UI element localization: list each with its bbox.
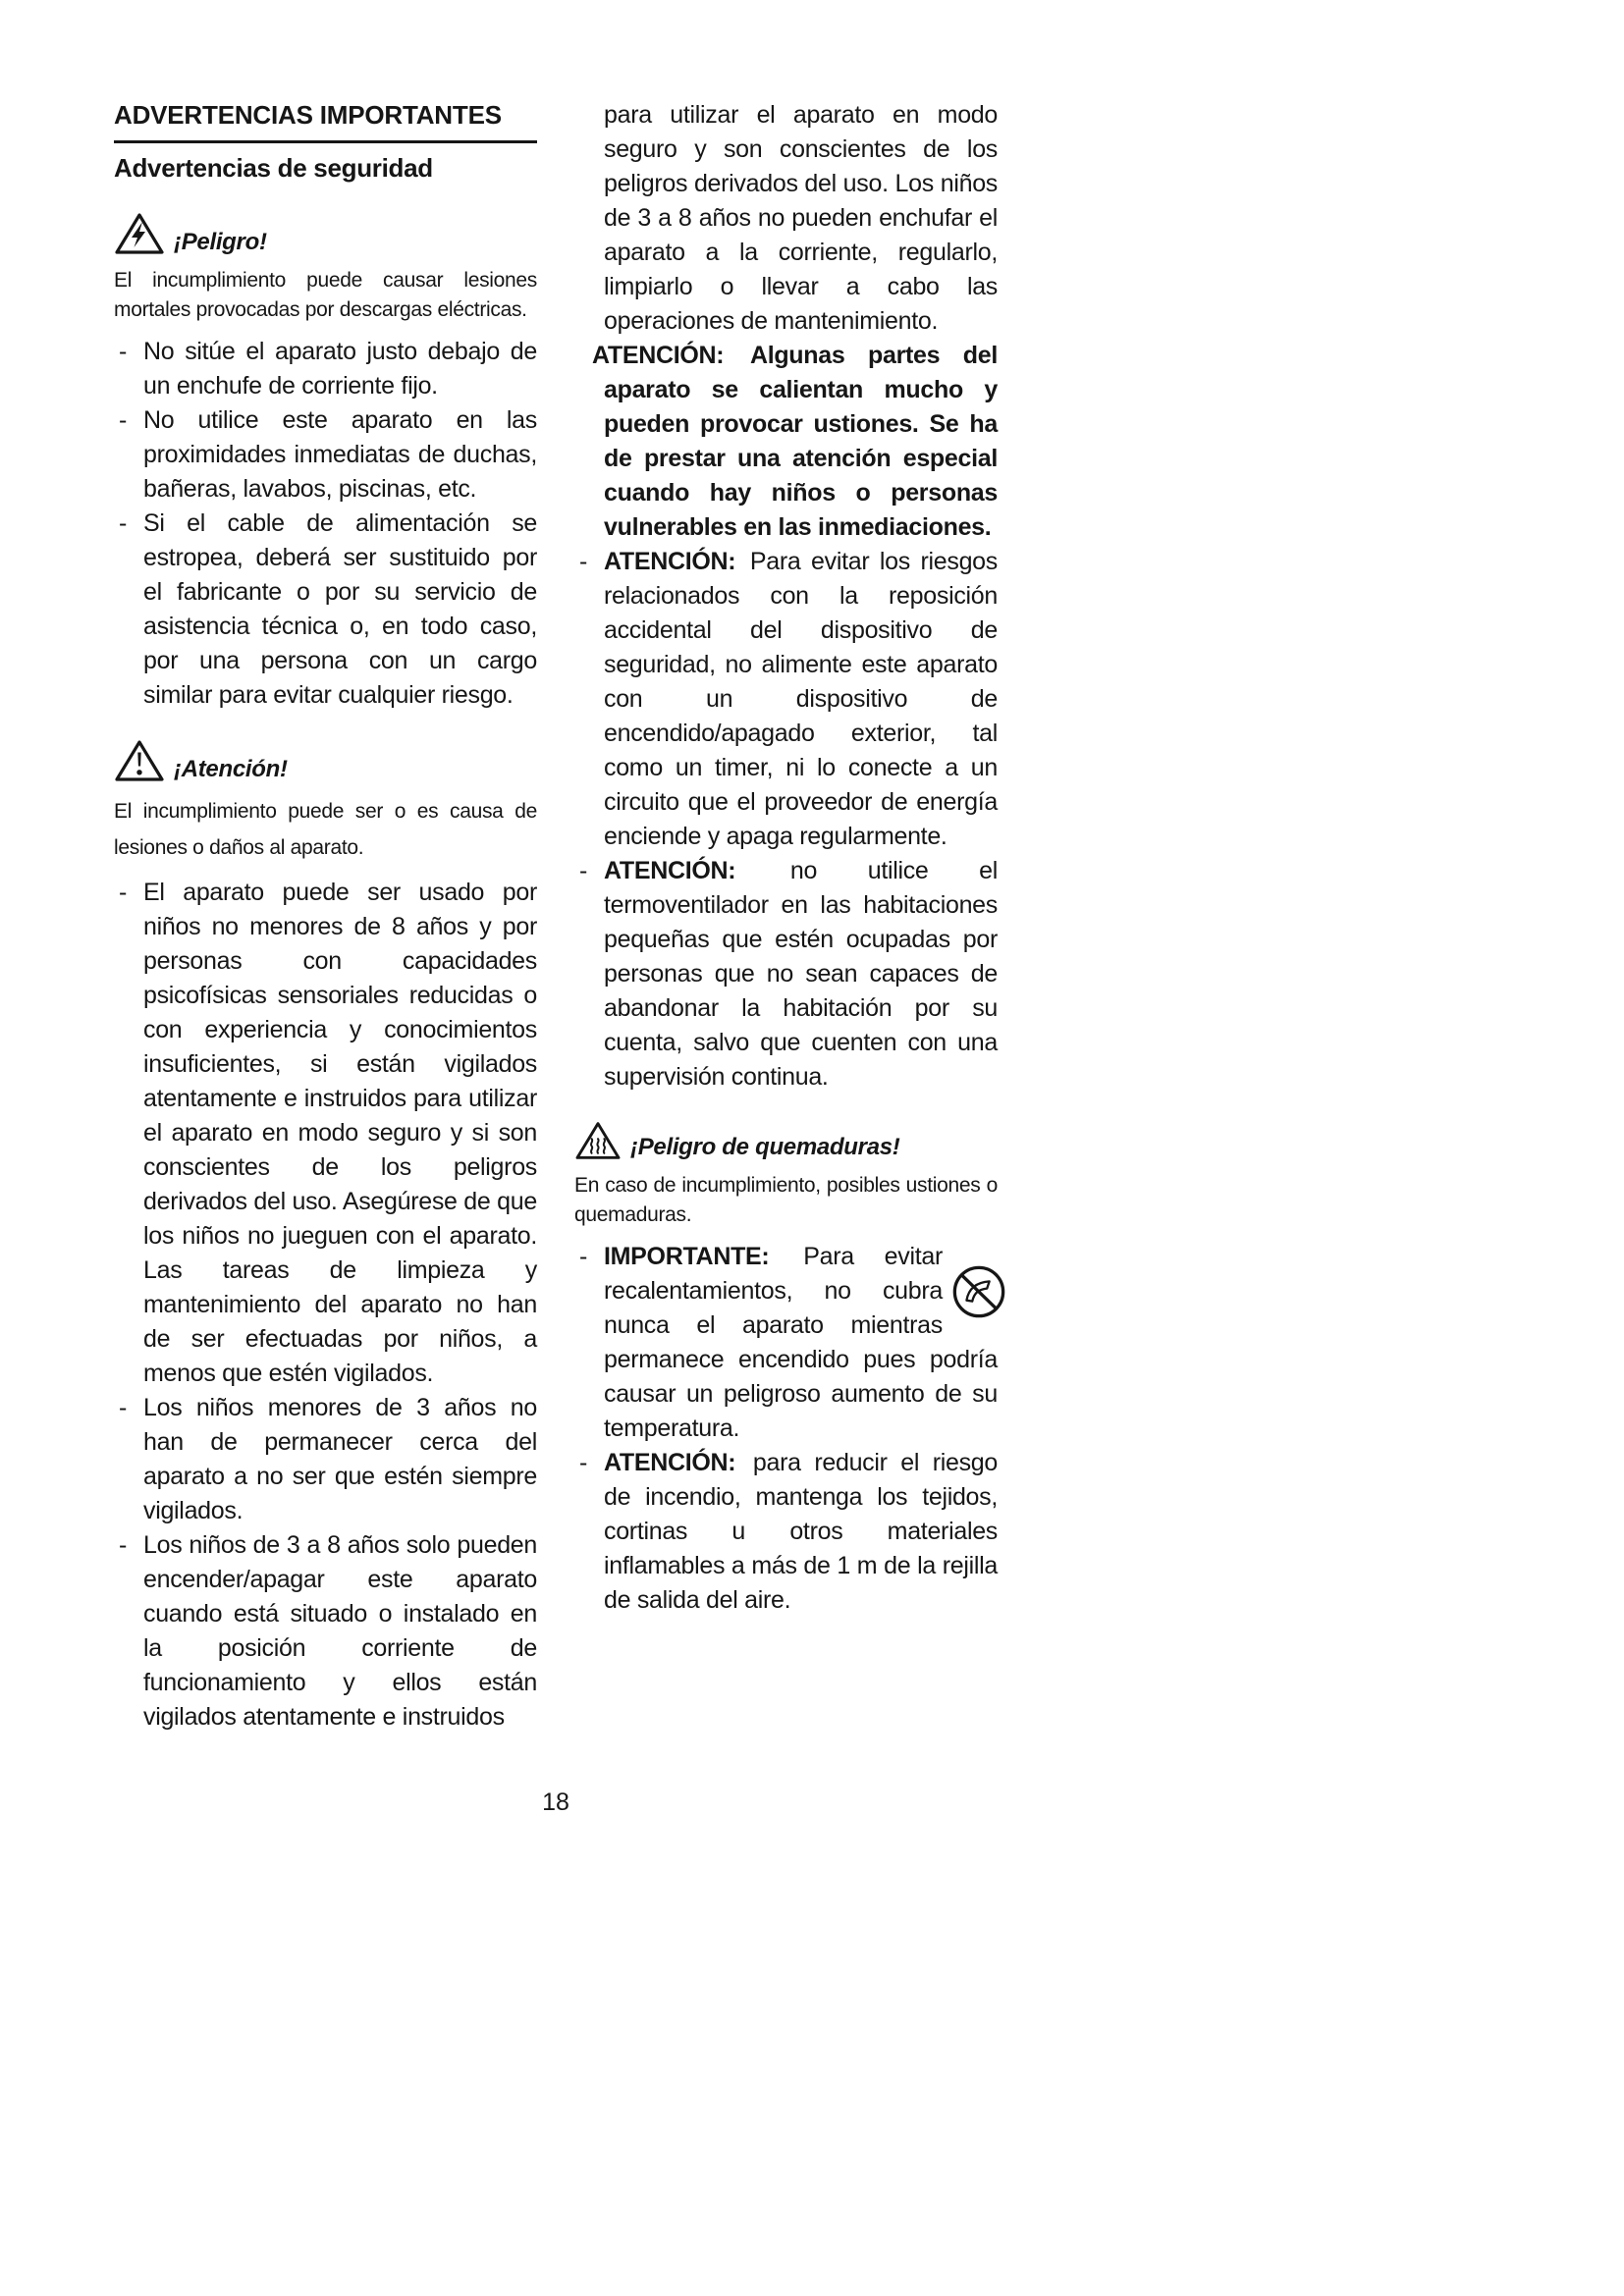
list-item: [114, 876, 537, 1391]
do-not-cover-icon: [950, 1263, 1007, 1320]
list-item-body: no utilice el termoventilador en las habitaciones pequeñas que estén ocupadas por personas que no sean capaces de abandonar la habitación por su cuenta, salvo que cuenten con una supervisión continua.: [604, 857, 998, 1091]
warning-lead: ATENCIÓN:: [592, 342, 725, 369]
list-item: [574, 545, 998, 854]
list-item-body: Para evitar recalentamientos, no cubra nunca el aparato mientras permanece encendido pues podría causar un peligroso aumento de su temperatura.: [604, 1243, 998, 1442]
list-item: [114, 403, 537, 507]
attention-heading: [114, 738, 537, 783]
list-item-text: [604, 1240, 998, 1446]
list-item-text: [604, 545, 998, 854]
warning-icon: [114, 738, 165, 783]
section-subtitle: Advertencias de seguridad: [114, 153, 433, 183]
burn-danger-heading: [574, 1120, 998, 1161]
list-item-lead: ATENCIÓN:: [604, 548, 736, 575]
list-item-body: para reducir el riesgo de incendio, mantenga los tejidos, cortinas u otros materiales inflamables a más de 1 m de la rejilla de salida del aire.: [604, 1449, 998, 1614]
document-page: [0, 0, 998, 1817]
bullet-dash: -: [119, 1394, 128, 1421]
list-item-text: No sitúe el aparato justo debajo de un enchufe de corriente fijo.: [143, 338, 537, 400]
attention-note: El incumplimiento puede ser o es causa de lesiones o daños al aparato.: [114, 800, 537, 859]
list-item: [574, 1446, 998, 1618]
electric-hazard-icon: [114, 211, 165, 256]
bullet-dash: -: [579, 857, 588, 884]
attention-label: ¡Atención!: [174, 756, 288, 782]
list-item: [574, 854, 998, 1095]
list-item-lead: ATENCIÓN:: [604, 857, 736, 884]
bullet-dash: -: [119, 406, 128, 434]
list-item: [114, 507, 537, 713]
list-item-text: [604, 854, 998, 1095]
continuation-paragraph: para utilizar el aparato en modo seguro y son conscientes de los peligros derivados del uso. Los niños de 3 a 8 años no pueden enchufar el aparato a la corriente, regularlo, limpiarlo o llevar a cabo las operaciones de mantenimiento.: [604, 101, 998, 335]
danger-note: El incumplimiento puede causar lesiones mortales provocadas por descargas eléctricas.: [114, 269, 537, 321]
list-item-lead: ATENCIÓN:: [604, 1449, 736, 1476]
burn-danger-label: ¡Peligro de quemaduras!: [630, 1134, 900, 1160]
bullet-dash: -: [119, 879, 128, 906]
danger-label: ¡Peligro!: [174, 229, 267, 255]
list-item: [114, 1528, 537, 1735]
list-item-text: [604, 1446, 998, 1618]
bullet-dash: -: [579, 1243, 588, 1270]
burn-danger-note: En caso de incumplimiento, posibles ustiones o quemaduras.: [574, 1174, 998, 1226]
right-column: [574, 98, 998, 1618]
list-item-text: No utilice este aparato en las proximidades inmediatas de duchas, bañeras, lavabos, piscinas, etc.: [143, 406, 537, 503]
warning-text: Algunas partes del aparato se calientan mucho y pueden provocar ustiones. Se ha de prestar una atención especial cuando hay niños o personas vulnerables en las inmediaciones.: [604, 342, 998, 541]
page-number: 18: [542, 1789, 569, 1816]
list-item-text: El aparato puede ser usado por niños no menores de 8 años y por personas con capacidades psicofísicas sensoriales reducidas o con experiencia y conocimientos insuficientes, si están vigilados atentamente e instruidos para utilizar el aparato en modo seguro y si son conscientes de los peligros derivados del uso. Asegúrese de que los niños no jueguen con el aparato. Las tareas de limpieza y mantenimiento del aparato no han de ser efectuadas por niños, a menos que estén vigilados.: [143, 879, 537, 1387]
list-item: [114, 1391, 537, 1528]
left-column: [114, 98, 537, 1735]
list-item-lead: IMPORTANTE:: [604, 1243, 770, 1270]
hot-surface-icon: [574, 1120, 622, 1161]
list-item-text: Si el cable de alimentación se estropea, deberá ser sustituido por el fabricante o por su servicio de asistencia técnica o, en todo caso, por una persona con un cargo similar para evitar cualquier riesgo.: [143, 509, 537, 709]
page-title: ADVERTENCIAS IMPORTANTES: [114, 98, 537, 143]
list-item-text: Los niños menores de 3 años no han de permanecer cerca del aparato a no ser que estén siempre vigilados.: [143, 1394, 537, 1524]
two-column-layout: [114, 98, 998, 1735]
bullet-dash: -: [579, 1449, 588, 1476]
bullet-dash: -: [119, 338, 128, 365]
list-item-body: Para evitar los riesgos relacionados con la reposición accidental del dispositivo de seguridad, no alimente este aparato con un dispositivo de encendido/apagado exterior, tal como un timer, ni lo conecte a un circuito que el proveedor de energía enciende y apaga regularmente.: [604, 548, 998, 850]
hot-parts-warning: [592, 339, 998, 545]
list-item: [574, 1240, 998, 1446]
bullet-dash: -: [119, 509, 128, 537]
list-item: [114, 335, 537, 403]
list-item-text: Los niños de 3 a 8 años solo pueden encender/apagar este aparato cuando está situado o instalado en la posición corriente de funcionamiento y ellos están vigilados atentamente e instruidos: [143, 1531, 537, 1731]
danger-heading: [114, 211, 537, 256]
bullet-dash: -: [119, 1531, 128, 1559]
bullet-dash: -: [579, 548, 588, 575]
